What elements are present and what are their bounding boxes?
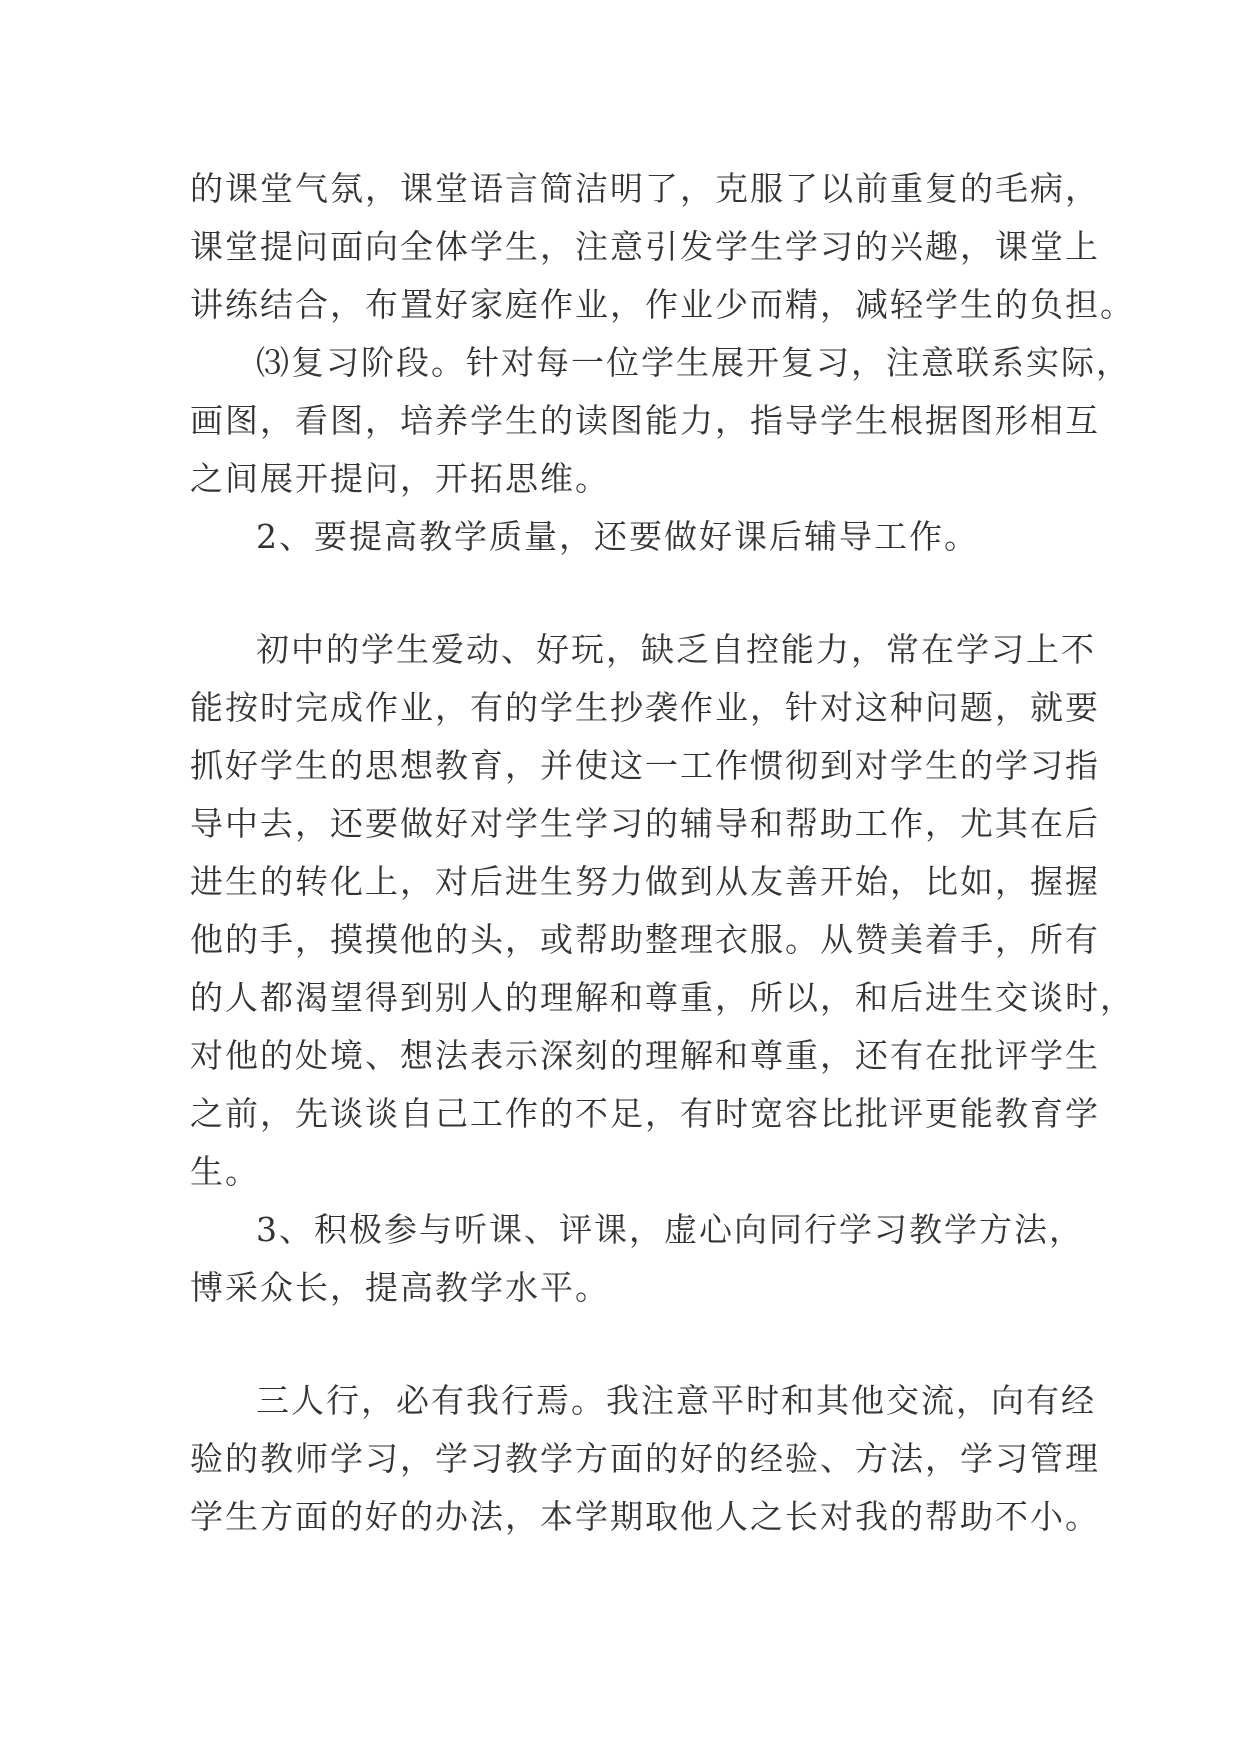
text-line: 之前，先谈谈自己工作的不足，有时宽容比批评更能教育学 — [190, 1094, 1100, 1133]
paragraph-gap — [190, 566, 1070, 621]
text-line: 抓好学生的思想教育，并使这一工作惯彻到对学生的学习指 — [190, 746, 1100, 785]
text-line: 课堂提问面向全体学生，注意引发学生学习的兴趣，课堂上 — [190, 227, 1100, 266]
text-line: 对他的处境、想法表示深刻的理解和尊重，还有在批评学生 — [190, 1036, 1100, 1075]
section-heading: 2、要提高教学质量，还要做好课后辅导工作。 — [256, 517, 979, 556]
text-line: 画图，看图，培养学生的读图能力，指导学生根据图形相互 — [190, 401, 1100, 440]
text-line: 之间展开提问，开拓思维。 — [190, 459, 610, 498]
text-line: 进生的转化上，对后进生努力做到从友善开始，比如，握握 — [190, 862, 1100, 901]
text-line: 的课堂气氛，课堂语言简洁明了，克服了以前重复的毛病， — [190, 169, 1100, 208]
text-line: 博采众长，提高教学水平。 — [190, 1268, 610, 1307]
text-line: 学生方面的好的办法，本学期取他人之长对我的帮助不小。 — [190, 1497, 1100, 1536]
section-heading: 3、积极参与听课、评课，虚心向同行学习教学方法， — [256, 1210, 1084, 1249]
text-line: 验的教师学习，学习教学方面的好的经验、方法，学习管理 — [190, 1439, 1100, 1478]
text-line: ⑶复习阶段。针对每一位学生展开复习，注意联系实际， — [256, 343, 1131, 382]
text-line: 三人行，必有我行焉。我注意平时和其他交流，向有经 — [256, 1381, 1096, 1420]
text-line: 能按时完成作业，有的学生抄袭作业，针对这种问题，就要 — [190, 688, 1100, 727]
text-line: 导中去，还要做好对学生学习的辅导和帮助工作，尤其在后 — [190, 804, 1100, 843]
text-line: 他的手，摸摸他的头，或帮助整理衣服。从赞美着手，所有 — [190, 920, 1100, 959]
text-line: 的人都渴望得到别人的理解和尊重，所以，和后进生交谈时， — [190, 978, 1135, 1017]
text-line: 讲练结合，布置好家庭作业，作业少而精，减轻学生的负担。 — [190, 285, 1135, 324]
text-line: 生。 — [190, 1152, 260, 1191]
text-line: 初中的学生爱动、好玩，缺乏自控能力，常在学习上不 — [256, 630, 1096, 669]
paragraph-gap — [190, 1317, 1070, 1372]
body-text — [190, 160, 1135, 1546]
